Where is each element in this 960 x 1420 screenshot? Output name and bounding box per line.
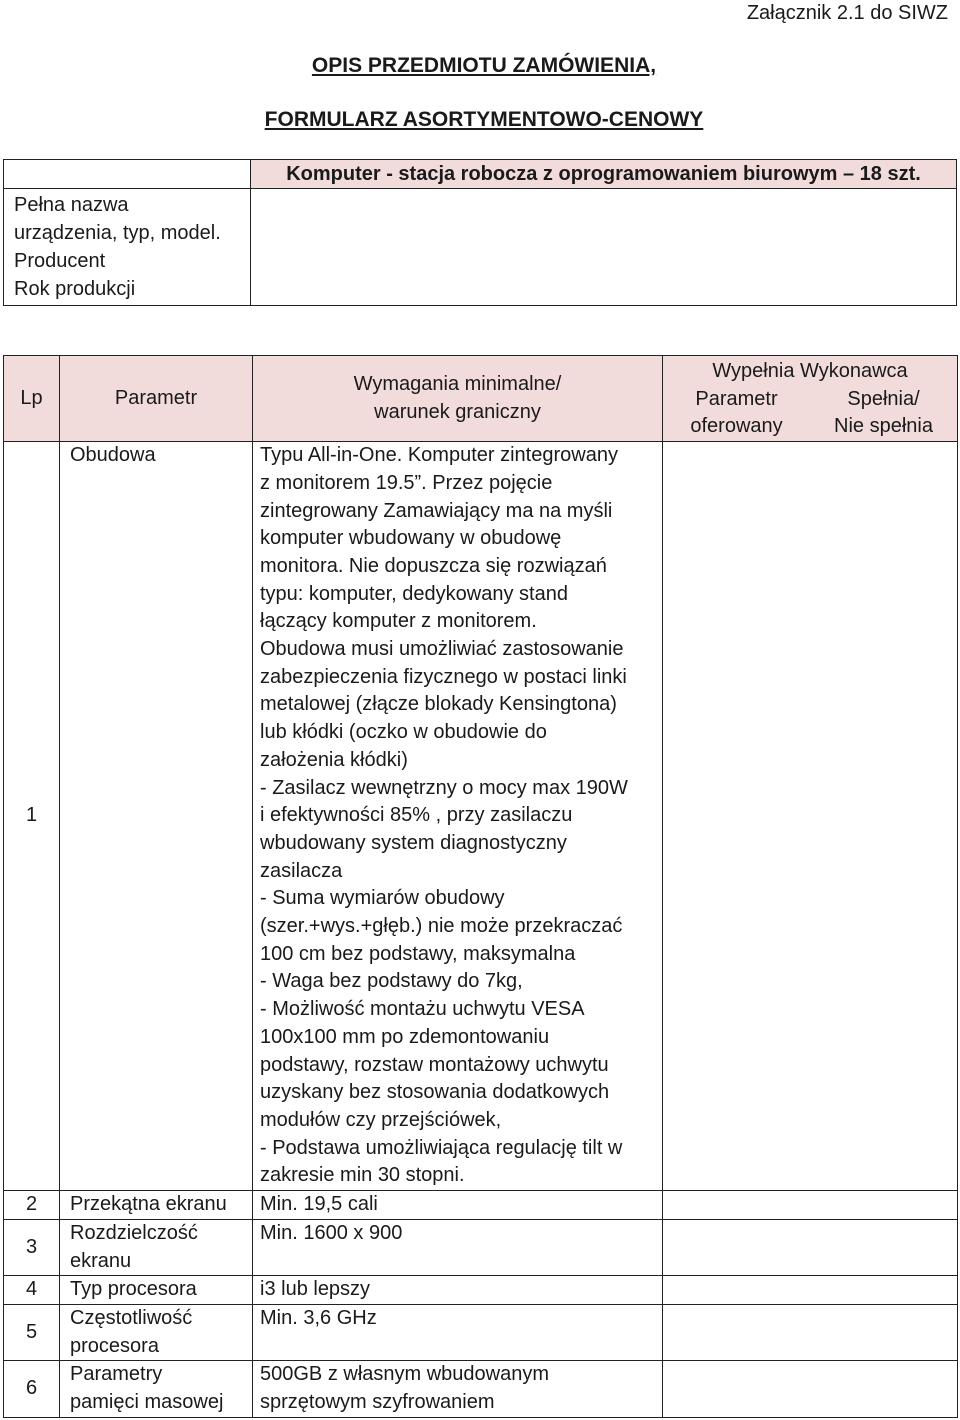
row-contractor-input[interactable] [663, 1304, 958, 1360]
param-line: Częstotliwość [70, 1306, 193, 1329]
header-req-line: Wymagania minimalne/ [353, 372, 562, 395]
table-row [4, 442, 958, 1191]
requirement-line: Min. 3,6 GHz [260, 1306, 377, 1329]
table-row [4, 1219, 958, 1275]
row-lp: 5 [4, 1304, 60, 1360]
requirement-line: z monitorem 19.5”. Przez pojęcie [260, 471, 553, 494]
header-param: Parametr [60, 356, 253, 442]
requirement-line: modułów czy przejściówek, [260, 1108, 502, 1131]
requirement-line: zabezpieczenia fizycznego w postaci linki [260, 665, 627, 688]
label-full-name: Pełna nazwa [14, 194, 129, 216]
label-producer: Producent [14, 250, 106, 272]
header-lp: Lp [4, 356, 60, 442]
requirements-table [3, 355, 958, 1418]
param-line: pamięci masowej [70, 1391, 224, 1414]
table-row [4, 1276, 958, 1305]
device-info-table [3, 159, 957, 306]
row-param [60, 442, 253, 1191]
requirement-line: założenia kłódki) [260, 748, 408, 771]
requirement-line: zasilacza [260, 859, 343, 882]
device-info-input[interactable] [251, 189, 957, 306]
header-requirements [253, 356, 663, 442]
param-line: Obudowa [70, 444, 156, 467]
requirement-line: monitora. Nie dopuszcza się rozwiązań [260, 554, 607, 577]
requirement-line: (szer.+wys.+głęb.) nie może przekraczać [260, 915, 623, 938]
label-production-year: Rok produkcji [14, 278, 136, 300]
table-row [4, 1191, 958, 1220]
header-meets-line: Spełnia/ [847, 387, 920, 410]
requirement-line: sprzętowym szyfrowaniem [260, 1391, 495, 1414]
requirement-line: uzyskany bez stosowania dodatkowych [260, 1081, 610, 1104]
requirement-line: Obudowa musi umożliwiać zastosowanie [260, 638, 624, 661]
requirement-line: 100 cm bez podstawy, maksymalna [260, 942, 576, 965]
document-title: OPIS PRZEDMIOTU ZAMÓWIENIA, [311, 54, 657, 77]
header-meets [810, 386, 957, 441]
requirement-line: lub kłódki (oczko w obudowie do [260, 721, 547, 744]
header-offered [663, 386, 810, 441]
param-line: Przekątna ekranu [70, 1193, 227, 1216]
row-param [60, 1219, 253, 1275]
label-device-type-model: urządzenia, typ, model. [14, 222, 221, 244]
requirement-line: - Możliwość montażu uchwytu VESA [260, 998, 585, 1021]
annex-label: Załącznik 2.1 do SIWZ [746, 2, 948, 24]
row-requirement [253, 1219, 663, 1275]
requirement-line: podstawy, rozstaw montażowy uchwytu [260, 1053, 609, 1076]
header-req-line: warunek graniczny [374, 400, 541, 423]
param-line: ekranu [70, 1249, 132, 1272]
header-offered-line: Parametr [695, 387, 778, 410]
row-requirement [253, 1304, 663, 1360]
requirement-line: zakresie min 30 stopni. [260, 1164, 465, 1187]
header-contractor-title: Wypełnia Wykonawca [712, 360, 908, 382]
table-row [4, 1361, 958, 1417]
row-lp: 6 [4, 1361, 60, 1417]
row-param [60, 1276, 253, 1305]
requirement-line: 100x100 mm po zdemontowaniu [260, 1025, 550, 1048]
row-requirement [253, 1191, 663, 1220]
table-row [4, 1304, 958, 1360]
requirement-line: - Suma wymiarów obudowy [260, 887, 505, 910]
requirement-line: - Podstawa umożliwiająca regulację tilt w [260, 1136, 623, 1159]
table-header-row [4, 356, 958, 442]
row-lp: 3 [4, 1219, 60, 1275]
requirement-line: i efektywności 85% , przy zasilaczu [260, 804, 573, 827]
row-contractor-input[interactable] [663, 1276, 958, 1305]
device-header-spacer [4, 160, 251, 189]
row-contractor-input[interactable] [663, 1191, 958, 1220]
header-contractor [663, 356, 958, 442]
row-param [60, 1304, 253, 1360]
requirement-line: i3 lub lepszy [260, 1278, 371, 1301]
requirement-line: komputer wbudowany w obudowę [260, 527, 562, 550]
row-param [60, 1361, 253, 1417]
requirement-line: Min. 19,5 cali [260, 1193, 378, 1216]
requirement-line: 500GB z własnym wbudowanym [260, 1363, 550, 1386]
requirement-line: łączący komputer z monitorem. [260, 610, 537, 633]
requirement-line: Typu All-in-One. Komputer zintegrowany [260, 444, 618, 467]
requirement-line: zintegrowany Zamawiający ma na myśli [260, 499, 613, 522]
param-line: Parametry [70, 1363, 163, 1386]
requirement-line: Min. 1600 x 900 [260, 1221, 403, 1244]
row-param [60, 1191, 253, 1220]
requirement-line: metalowej (złącze blokady Kensingtona) [260, 693, 617, 716]
param-line: Rozdzielczość [70, 1221, 198, 1244]
requirement-line: wbudowany system diagnostyczny [260, 831, 567, 854]
row-contractor-input[interactable] [663, 1361, 958, 1417]
row-lp: 4 [4, 1276, 60, 1305]
device-header: Komputer - stacja robocza z oprogramowaniem biurowym – 18 szt. [251, 160, 957, 189]
header-meets-line: Nie spełnia [834, 415, 933, 438]
row-requirement [253, 1276, 663, 1305]
row-requirement [253, 442, 663, 1191]
row-contractor-input[interactable] [663, 442, 958, 1191]
row-lp: 2 [4, 1191, 60, 1220]
header-offered-line: oferowany [690, 415, 783, 438]
param-line: Typ procesora [70, 1278, 197, 1301]
row-requirement [253, 1361, 663, 1417]
row-contractor-input[interactable] [663, 1219, 958, 1275]
requirement-line: - Zasilacz wewnętrzny o mocy max 190W [260, 776, 628, 799]
requirement-line: - Waga bez podstawy do 7kg, [260, 970, 523, 993]
device-labels [4, 189, 251, 306]
document-subtitle: FORMULARZ ASORTYMENTOWO-CENOWY [264, 108, 704, 131]
requirement-line: typu: komputer, dedykowany stand [260, 582, 568, 605]
param-line: procesora [70, 1334, 159, 1357]
row-lp: 1 [4, 442, 60, 1191]
